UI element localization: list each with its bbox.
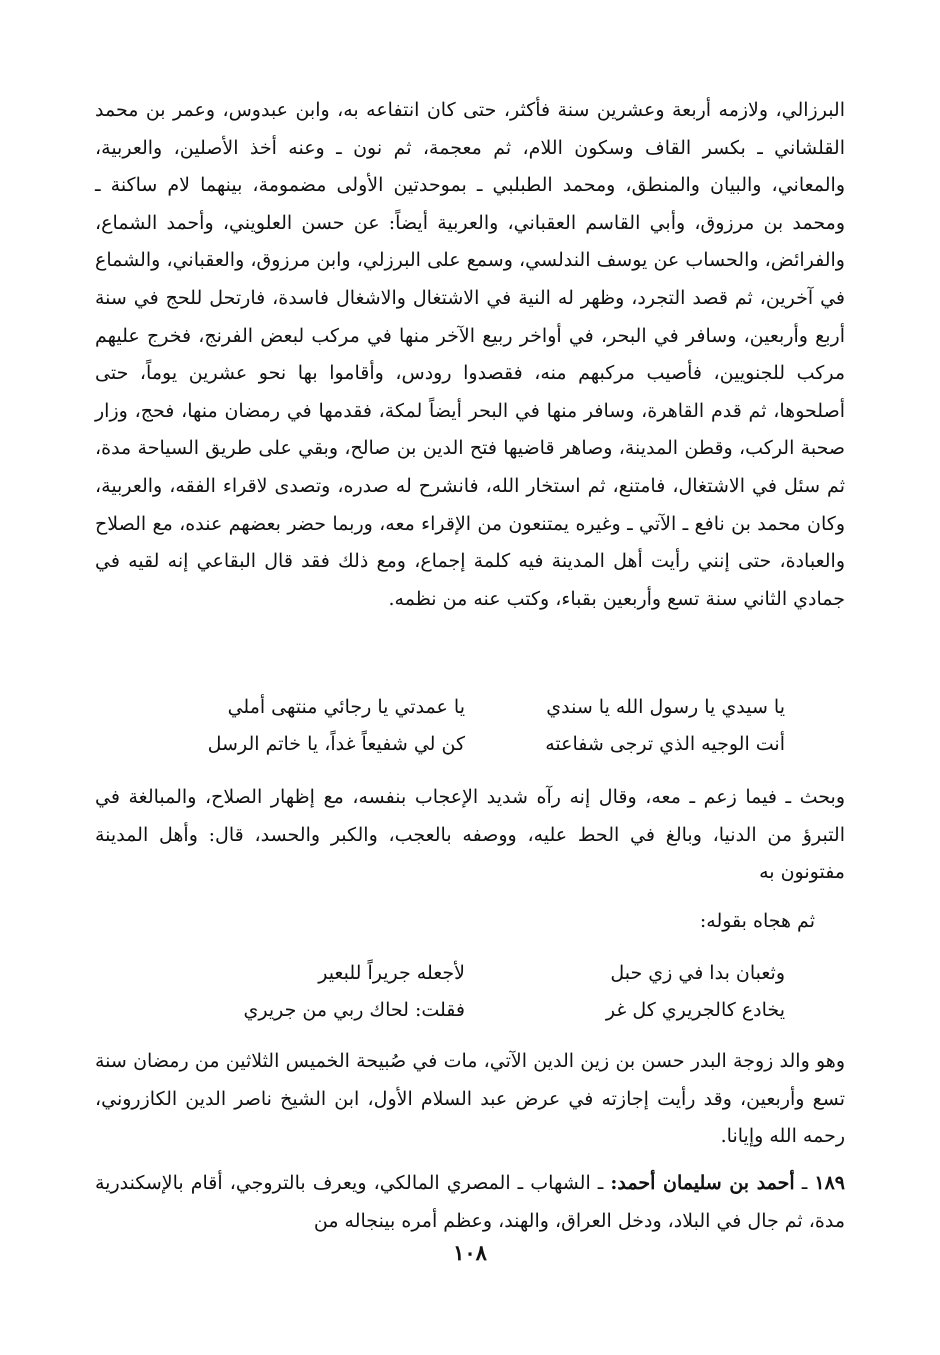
entry-body: ـ الشهاب ـ المصري المالكي، ويعرف بالتروجي، أقام بالإسكندرية مدة، ثم جال في البلاد، ودخل العراق، والهند، وعظم أمره بينجاله من xyxy=(95,1172,845,1232)
verse-first-hemistich: يا سيدي يا رسول الله يا سندي xyxy=(546,696,785,718)
biography-entry xyxy=(95,1165,845,1240)
poem-verse xyxy=(165,689,785,726)
page-number: ١٠٨ xyxy=(453,1240,487,1265)
paragraph-1-text: البرزالي، ولازمه أربعة وعشرين سنة فأكثر، حتى كان انتفاعه به، وابن عبدوس، وعمر بن محمد القلشاني ـ بكسر القاف وسكون اللام، ثم معجمة، ثم نون ـ وعنه أخذ الأصلين، والعربية، والمعاني، والبيان والمنطق، ومحمد الطبلبي ـ بموحدتين الأولى مضمومة، بينهما لام ساكنة ـ ومحمد بن مرزوق، وأبي القاسم العقباني، والعربية أيضاً: عن حسن العلويني، وأحمد الشماع، والفرائض، والحساب عن يوسف الندلسي، وسمع على البرزلي، وابن مرزوق، والعقباني، والشماع في آخرين، ثم قصد التجرد، وظهر له النية في الاشتغال والاشغال فاسدة، فارتحل للحج في سنة أربع وأربعين، وسافر في البحر، في أواخر ربيع الآخر منها في مركب لبعض الفرنج، فخرج عليهم مركب للجنويين، فأصيب مركبهم منه، فقصدوا رودس، وأقاموا بها نحو عشرين يوماً، حتى أصلحوها، ثم قدم القاهرة، وسافر منها في البحر أيضاً لمكة، فقدمها في رمضان منها، فحج، وزار صحبة الركب، وقطن المدينة، وصاهر قاضيها فتح الدين بن صالح، وبقي على طريق السياحة مدة، ثم سئل في الاشتغال، فامتنع، ثم استخار الله، فانشرح له صدره، وتصدى لاقراء الفقه، والعربية، وكان محمد بن نافع ـ الآتي ـ وغيره يمتنعون من الإقراء معه، وربما حضر بعضهم عنده، مع الصلاح والعبادة، حتى إنني رأيت أهل المدينة فيه كلمة إجماع، ومع ذلك فقد قال البقاعي إنه لقيه في جمادي الثاني سنة تسع وأربعين بقباء، وكتب عنه من نظمه. xyxy=(95,99,845,610)
verse-first-hemistich: أنت الوجيه الذي ترجى شفاعته xyxy=(545,733,785,755)
entry-name: أحمد بن سليمان أحمد: xyxy=(610,1172,795,1194)
paragraph-3-text: وهو والد زوجة البدر حسن بن زين الدين الآتي، مات في صُبيحة الخميس الثلاثين من رمضان سنة تسع وأربعين، وقد رأيت إجازته في عرض عبد السلام الأول، ابن الشيخ ناصر الدين الكازروني، رحمه الله وإيانا. xyxy=(95,1050,845,1148)
verse-second-hemistich: كن لي شفيعاً غداً، يا خاتم الرسل xyxy=(207,733,465,755)
poem-verse xyxy=(165,992,785,1029)
poem-verse xyxy=(165,726,785,763)
entry-dash: ـ xyxy=(801,1172,808,1194)
verse-first-hemistich: يخادع كالجريري كل غر xyxy=(605,999,785,1021)
poem-praise xyxy=(165,689,785,763)
poem-verse xyxy=(165,955,785,992)
verse-second-hemistich: لأجعله جريراً للبعير xyxy=(318,962,465,984)
paragraph-critique xyxy=(95,779,845,892)
paragraph-biography xyxy=(95,92,845,618)
verse-second-hemistich: فقلت: لحاك ربي من جريري xyxy=(243,999,465,1021)
paragraph-death-notice xyxy=(95,1043,845,1156)
poem-satire xyxy=(165,955,785,1029)
paragraph-2-text: وبحث ـ فيما زعم ـ معه، وقال إنه رآه شديد الإعجاب بنفسه، مع إظهار الصلاح، والمبالغة في التبرؤ من الدنيا، وبالغ في الحط عليه، ووصفه بالعجب، والكبر والحسد، قال: وأهل المدينة مفتونون به xyxy=(95,786,845,884)
entry-number: ١٨٩ xyxy=(814,1172,846,1194)
verse-first-hemistich: وثعبان بدا في زي حبل xyxy=(610,962,785,984)
verse-second-hemistich: يا عمدتي يا رجائي منتهى أملي xyxy=(227,696,465,718)
satire-intro: ثم هجاه بقوله: xyxy=(699,910,815,932)
entry-text xyxy=(95,1165,845,1240)
